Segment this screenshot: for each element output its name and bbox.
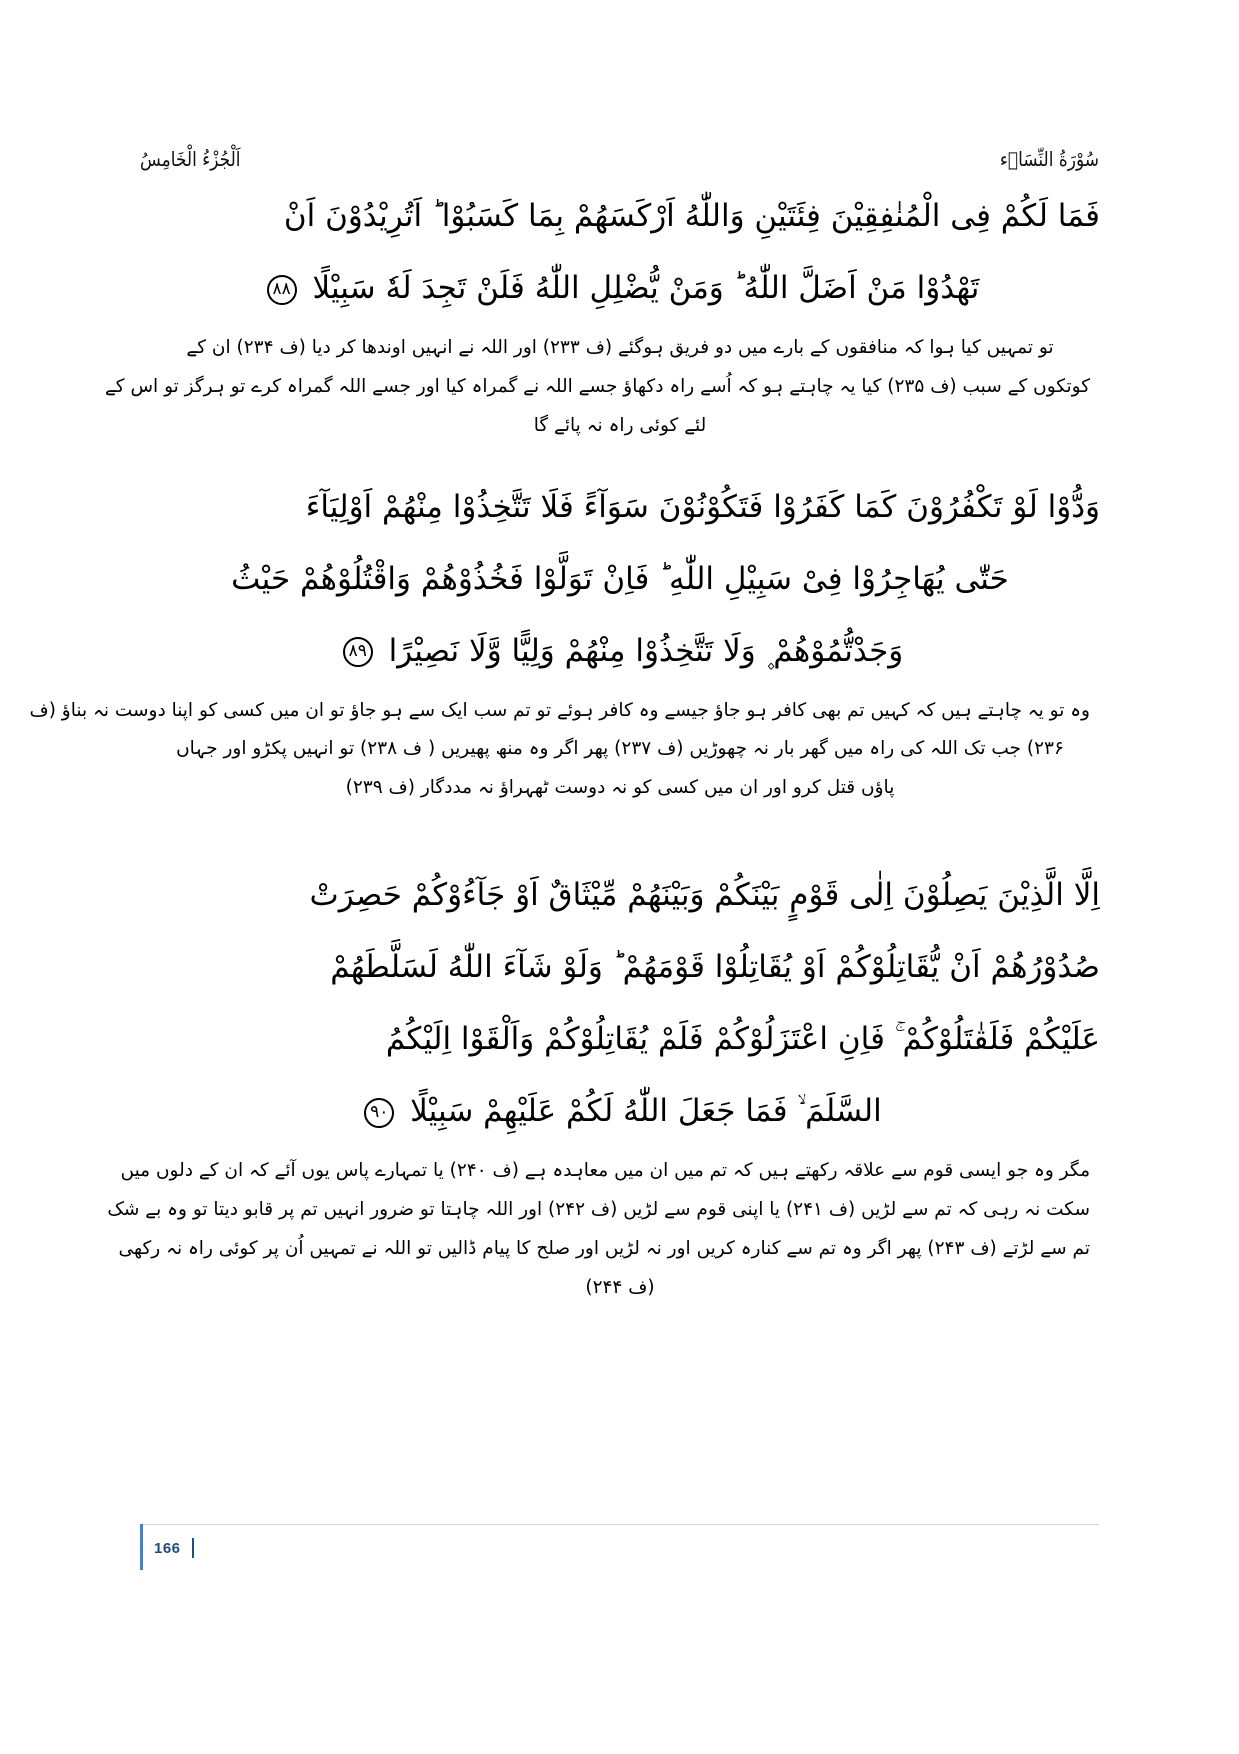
arabic-line — [140, 1008, 1100, 1070]
urdu-line: مگر وہ جو ایسی قوم سے علاقہ رکھتے ہیں کہ تم میں ان میں معاہدہ ہے (ف ۲۴۰) یا تمہارے پاس یوں آئے کہ ان کے دلوں میں — [120, 1160, 1090, 1182]
arabic-verse-89 — [140, 476, 1100, 682]
arabic-line — [140, 1080, 1100, 1142]
urdu-line: پاؤں قتل کرو اور ان میں کسی کو نہ دوست ٹھہراؤ نہ مددگار (ف ۲۳۹) — [345, 777, 895, 799]
arabic-line — [140, 620, 1100, 682]
verse-block-88 — [104, 185, 1100, 446]
page-number: 166 — [154, 1540, 181, 1557]
arabic-line-text: وَجَدْتُّمُوْهُمْ ۪ وَلَا تَتَّخِذُوْا مِنْهُمْ وَلِيًّا وَّلَا نَصِيْرًا — [388, 632, 904, 669]
urdu-translation-88 — [104, 329, 1090, 446]
page-content — [29, 185, 1100, 1337]
urdu-line: لئے کوئی راہ نہ پائے گا — [533, 414, 707, 436]
urdu-line: (ف ۲۴۴) — [585, 1276, 655, 1298]
arabic-line — [140, 476, 1100, 538]
urdu-translation-89 — [29, 692, 1090, 809]
arabic-verse-90 — [140, 864, 1100, 1142]
page-header — [140, 140, 1099, 180]
urdu-line: تم سے لڑتے (ف ۲۴۳) پھر اگر وہ تم سے کنارہ کریں اور نہ لڑیں اور صلح کا پیام ڈالیں تو اللہ نے تمہیں اُن پر کوئی راہ نہ رکھی — [118, 1237, 1090, 1259]
ayah-number-badge: ٨٩ — [343, 637, 373, 667]
footer-divider — [140, 1524, 1099, 1525]
arabic-line — [140, 185, 1100, 247]
page-number-separator — [192, 1538, 194, 1558]
arabic-line — [140, 257, 1100, 319]
arabic-line-text: فَمَا لَكُمْ فِى الْمُنٰفِقِيْنَ فِئَتَيْنِ وَاللّٰهُ اَرْكَسَهُمْ بِمَا كَسَبُوْا ؕ اَتُرِيْدُوْنَ اَنْ — [283, 198, 1100, 234]
arabic-line-text: وَدُّوْا لَوْ تَكْفُرُوْنَ كَمَا كَفَرُوْا فَتَكُوْنُوْنَ سَوَآءً فَلَا تَتَّخِذُوْا مِنْهُمْ اَوْلِيَآءَ — [305, 488, 1100, 525]
urdu-line: ۲۳۶) جب تک اللہ کی راہ میں گھر بار نہ چھوڑیں (ف ۲۳۷) پھر اگر وہ منھ پھیریں ( ف ۲۳۸) تو انہیں پکڑو اور جہاں — [176, 738, 1064, 760]
page-footer — [140, 1524, 1099, 1564]
juz-title: اَلْجُزْءُ الْخَامِسُ — [140, 148, 241, 172]
arabic-line-text: اِلَّا الَّذِيْنَ يَصِلُوْنَ اِلٰى قَوْمٍ بَيْنَكُمْ وَبَيْنَهُمْ مِّيْثَاقٌ اَوْ جَآءُوْكُمْ حَصِرَتْ — [309, 877, 1100, 914]
arabic-line — [140, 936, 1100, 998]
arabic-verse-88 — [140, 185, 1100, 319]
urdu-translation-90 — [107, 1152, 1090, 1307]
arabic-line — [140, 864, 1100, 926]
urdu-line: وہ تو یہ چاہتے ہیں کہ کہیں تم بھی کافر ہو جاؤ جیسے وہ کافر ہوئے تو تم سب ایک سے ہو جاؤ تو ان میں کسی کو اپنا دوست نہ بناؤ (ف — [29, 699, 1090, 721]
arabic-line-text: السَّلَمَ ۙ فَمَا جَعَلَ اللّٰهُ لَكُمْ عَلَيْهِمْ سَبِيْلًا — [410, 1093, 882, 1130]
urdu-line: کوتکوں کے سبب (ف ۲۳۵) کیا یہ چاہتے ہو کہ اُسے راہ دکھاؤ جسے اللہ نے گمراہ کیا اور جسے اللہ گمراہ کرے تو ہرگز تو اس کے — [104, 375, 1090, 397]
urdu-line: تو تمہیں کیا ہوا کہ منافقوں کے بارے میں دو فریق ہوگئے (ف ۲۳۳) اور اللہ نے انہیں اوندھا کر دیا (ف ۲۳۴) ان کے — [186, 337, 1054, 358]
arabic-line-text: تَهْدُوْا مَنْ اَضَلَّ اللّٰهُ ؕ وَمَنْ يُّضْلِلِ اللّٰهُ فَلَنْ تَجِدَ لَهٗ سَبِيْلًا — [312, 270, 980, 306]
ayah-number-badge: ٨٨ — [267, 275, 297, 305]
footer-accent-bar — [140, 1524, 143, 1570]
ayah-number-badge: ٩٠ — [364, 1098, 394, 1128]
arabic-line-text: عَلَيْكُمْ فَلَقٰتَلُوْكُمْ ۚ فَاِنِ اعْتَزَلُوْكُمْ فَلَمْ يُقَاتِلُوْكُمْ وَاَلْقَوْا اِلَيْكُمُ — [385, 1021, 1100, 1058]
urdu-line: سکت نہ رہی کہ تم سے لڑیں (ف ۲۴۱) یا اپنی قوم سے لڑیں (ف ۲۴۲) اور اللہ چاہتا تو ضرور انہیں تم پر قابو دیتا تو وہ بے شک — [107, 1198, 1090, 1220]
arabic-line — [140, 548, 1100, 610]
verse-block-89 — [29, 476, 1100, 809]
arabic-line-text: صُدُوْرُهُمْ اَنْ يُّقَاتِلُوْكُمْ اَوْ يُقَاتِلُوْا قَوْمَهُمْ ؕ وَلَوْ شَآءَ اللّٰهُ لَسَلَّطَهُمْ — [330, 949, 1100, 986]
surah-title: سُوْرَةُ النِّسَاۤء — [999, 148, 1099, 172]
arabic-line-text: حَتّٰى يُهَاجِرُوْا فِىْ سَبِيْلِ اللّٰهِ ؕ فَاِنْ تَوَلَّوْا فَخُذُوْهُمْ وَاقْتُلُوْهُمْ حَيْثُ — [231, 560, 1009, 597]
verse-block-90 — [107, 864, 1100, 1307]
